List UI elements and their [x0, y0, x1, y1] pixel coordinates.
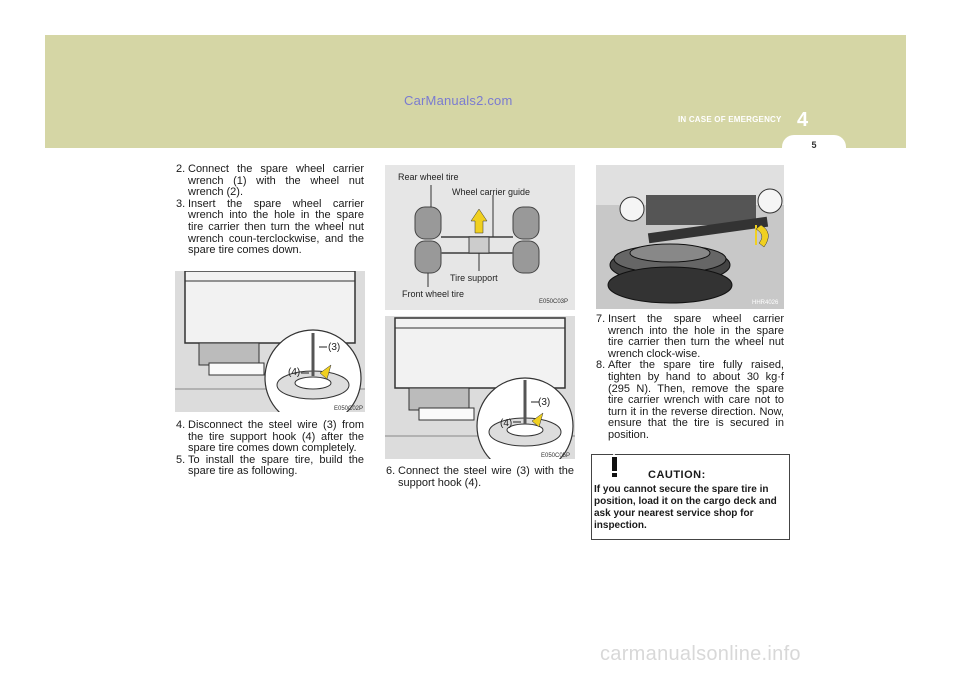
callout-3: (3) — [328, 342, 341, 353]
section-number: 4 — [797, 109, 809, 131]
callout-4: (4) — [288, 367, 301, 378]
figure-code: E050C05P — [541, 453, 571, 459]
page-number: 5 — [811, 140, 817, 150]
caution-text: If you cannot secure the spare tire in position, load it on the cargo deck and ask your nearest service shop for inspection. — [594, 484, 777, 531]
figure-truck-wire-connect — [385, 316, 575, 459]
step-item: 3. Insert the spare wheel carrier wrench into the hole in the spare tire carrier then turn the wheel nut wrench coun-terclockwise, and the spare tire comes down. — [176, 197, 364, 257]
label-wheel-carrier-guide: Wheel carrier guide — [452, 187, 531, 197]
callout-4: (4) — [500, 418, 513, 429]
label-front-wheel-tire: Front wheel tire — [402, 289, 465, 299]
section-title: IN CASE OF EMERGENCY — [678, 115, 782, 124]
watermark: carmanualsonline.info — [600, 643, 801, 665]
step-item: 8. After the spare tire fully raised, tighten by hand to about 30 kg·f (295 N). Then, remove the spare tire carrier wrench with care not to turn it in the reverse direction. Now, ensure that the tire is secured in position. — [596, 359, 784, 441]
caution-title: CAUTION: — [648, 469, 706, 481]
label-rear-wheel-tire: Rear wheel tire — [398, 172, 459, 182]
step-item: 4. Disconnect the steel wire (3) from the tire support hook (4) after the spare tire comes down completely. — [176, 419, 364, 455]
steps-left-bottom — [176, 420, 364, 478]
figure-spare-tire-photo — [596, 165, 784, 309]
label-tire-support: Tire support — [450, 273, 498, 283]
figure-code: HHR4026 — [752, 300, 779, 306]
steps-middle — [386, 466, 574, 489]
step-item: 2. Connect the spare wheel carrier wrench (1) with the wheel nut wrench (2). — [176, 163, 364, 199]
header-band — [45, 35, 906, 148]
figure-code: E050C02P — [334, 406, 364, 412]
steps-left-top — [176, 164, 364, 257]
step-item: 6. Connect the steel wire (3) with the support hook (4). — [386, 465, 574, 489]
step-item: 5. To install the spare tire, build the spare tire as following. — [176, 453, 364, 478]
warning-icon — [598, 452, 630, 480]
step-item: 7. Insert the spare wheel carrier wrench into the hole in the spare tire carrier then turn the wheel nut wrench clock-wise. — [596, 313, 784, 360]
steps-right — [596, 314, 784, 442]
site-link[interactable]: CarManuals2.com — [404, 93, 513, 108]
figure-code: E050C03P — [539, 299, 569, 305]
callout-3: (3) — [538, 397, 551, 408]
